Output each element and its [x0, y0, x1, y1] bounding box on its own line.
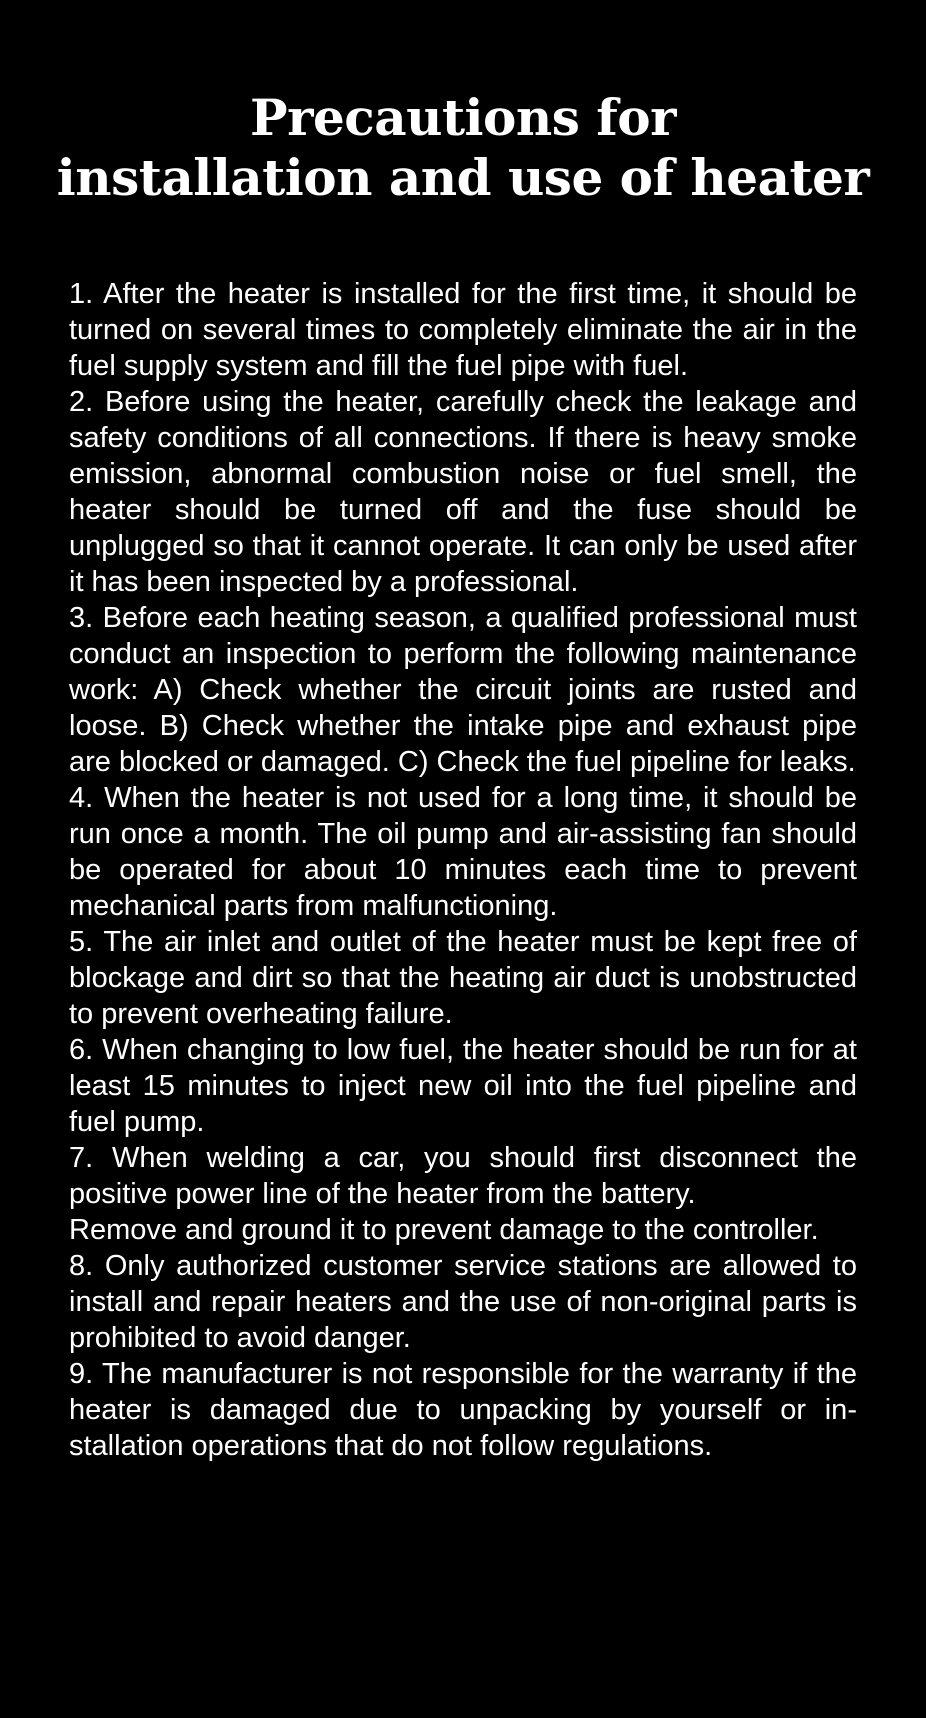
title-line-2: installation and use of heater: [56, 148, 870, 207]
precaution-item-1: 1. After the heater is installed for the first time, it should be turned on several times to completely eliminate the air in the fuel supply system and fill the fuel pipe with fuel.: [69, 278, 857, 382]
title-line-1: Precautions for: [250, 88, 676, 147]
precaution-item-8: 8. Only authorized customer service stations are allowed to install and repair heaters and the use of non-original parts is prohibited to avoid danger.: [69, 1250, 857, 1354]
precaution-item-5: 5. The air inlet and outlet of the heater must be kept free of blockage and dirt so that the heating air duct is unobstructed to prevent overheating failure.: [69, 926, 857, 1030]
precaution-item-3: 3. Before each heating season, a qualified professional must conduct an inspection to perform the following maintenance work: A) Check whether the circuit joints are rusted and loose. B) Check whether the intake pipe and exhaust pipe are blocked or damaged. C) Check the fuel pipeline for leaks.: [69, 602, 857, 778]
precaution-item-4: 4. When the heater is not used for a long time, it should be run once a month. The oil pump and air-assisting fan should be operated for about 10 minutes each time to prevent mechanical parts from malfunctioning.: [69, 782, 857, 922]
precaution-item-7-continued: Remove and ground it to prevent damage to the controller.: [69, 1214, 819, 1246]
precaution-item-9: 9. The manufacturer is not responsible for the warranty if the heater is damaged due to unpacking by yourself or installation operations that do not follow regulations.: [69, 1358, 857, 1462]
precaution-item-7: 7. When welding a car, you should first disconnect the positive power line of the heater from the battery.: [69, 1142, 857, 1210]
page-title: [40, 88, 886, 208]
precautions-list: [69, 276, 857, 1464]
precaution-item-6: 6. When changing to low fuel, the heater should be run for at least 15 minutes to inject new oil into the fuel pipeline and fuel pump.: [69, 1034, 857, 1138]
precaution-item-2: 2. Before using the heater, carefully check the leakage and safety conditions of all connections. If there is heavy smoke emission, abnormal combustion noise or fuel smell, the heater should be turned off and the fuse should be unplugged so that it cannot operate. It can only be used after it has been inspected by a professional.: [69, 386, 857, 598]
